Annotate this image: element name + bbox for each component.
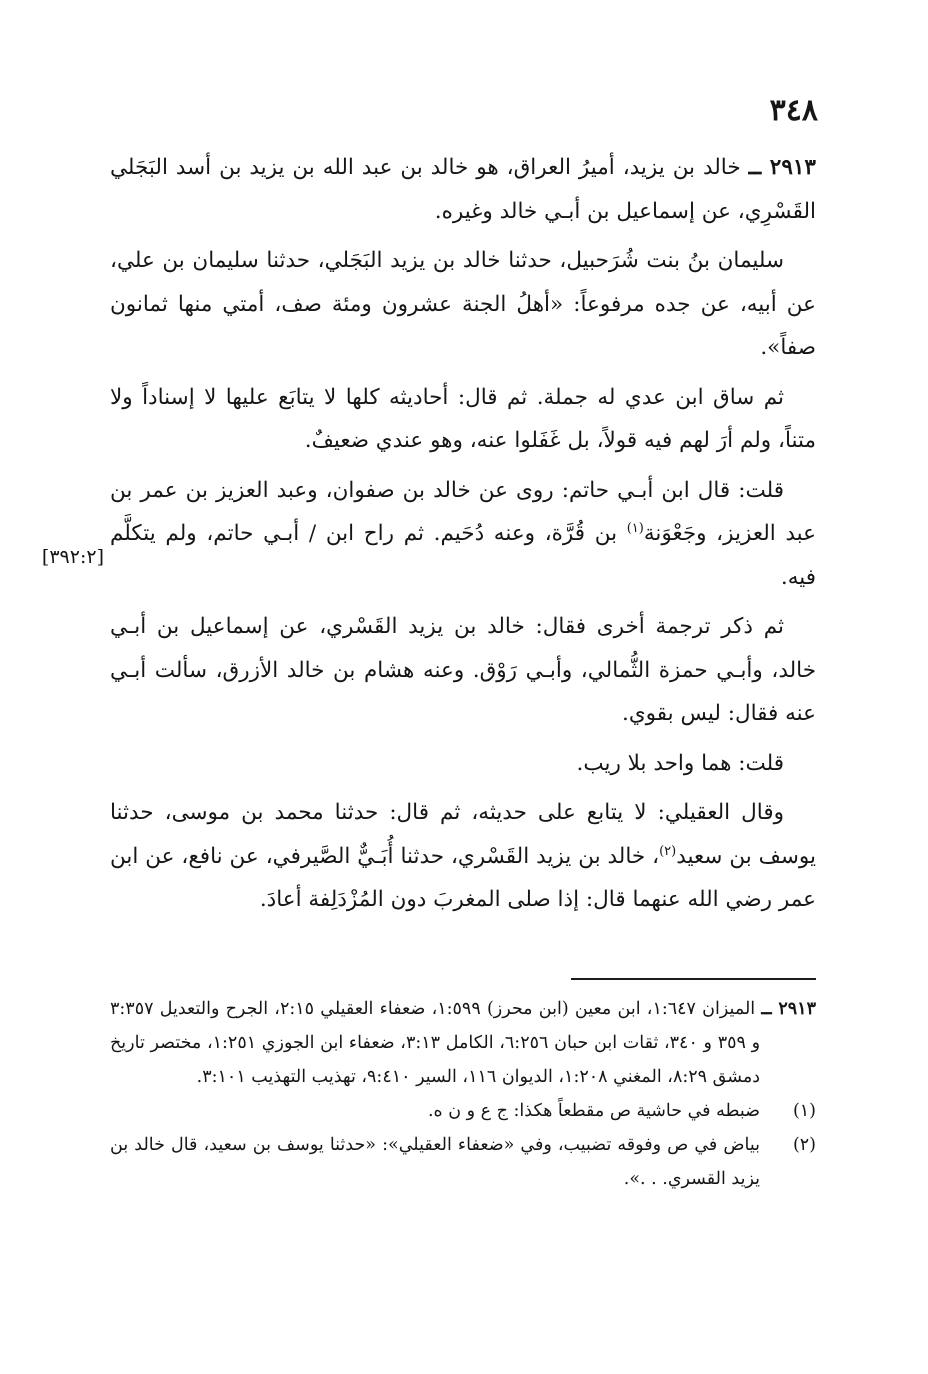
footnote-sources — [110, 992, 816, 1094]
footnote-1-marker: (١) — [792, 1101, 816, 1121]
paragraph-text: وقال العقيلي: لا يتابع على حديثه، ثم قال: حدثنا محمد بن موسى، حدثنا يوسف بن سعيد — [110, 800, 817, 869]
footnote-ref-2[interactable]: (٢) — [659, 843, 677, 859]
footnote-2-marker: (٢) — [792, 1135, 816, 1155]
entry-paragraph — [110, 146, 816, 233]
paragraph-narration: سليمان بنُ بنت شُرَحبيل، حدثنا خالد بن يزيد البَجَلي، حدثنا سليمان بن علي، عن أبيه، عن جده مرفوعاً: «أهلُ الجنة عشرون ومئة صف، أمتي منها ثمانون صفاً». — [110, 248, 816, 360]
margin-reference: [٣٩٢:٢] — [41, 546, 104, 568]
page-number: ٣٤٨ — [769, 93, 818, 128]
footnote-2-text: بياض في ص وفوقه تضبيب، وفي «ضعفاء العقيلي»: «حدثنا يوسف بن سعيد، قال خالد بن يزيد القسري. . .». — [110, 1135, 760, 1189]
paragraph-ibn-adi: ثم ساق ابن عدي له جملة. ثم قال: أحاديثه كلها لا يتابَع عليها لا إسناداً ولا متناً، ولم أرَ لهم فيه قولاً، بل غَفَلوا عنه، وهو عندي ضعيفٌ. — [110, 384, 816, 453]
footnote-ref-1[interactable]: (١) — [626, 520, 644, 536]
footnote-sources-text: الميزان ١:٦٤٧، ابن معين (ابن محرز) ١:٥٩٩، ضعفاء العقيلي ٢:١٥، الجرح والتعديل ٣:٣٥٧ و ٣٥٩ و ٣٤٠، ثقات ابن حبان ٦:٢٥٦، الكامل ٣:١٣، ضعفاء ابن الجوزي ١:٢٥١، مختصر تاريخ دمشق ٨:٢٩، المغني ١:٢٠٨، الديوان ١١٦، السير ٩:٤١٠، تهذيب التهذيب ٣:١٠١. — [110, 999, 762, 1087]
entry-text: خالد بن يزيد، أميرُ العراق، هو خالد بن عبد الله بن يزيد بن أسد البَجَلي القَسْرِي، عن إسماعيل بن أبـي خالد وغيره. — [110, 155, 816, 224]
paragraph-text: قلت: قال ابن أبـي حاتم: روى عن خالد بن صفوان، وعبد العزيز بن عمر بن عبد العزيز، وجَعْوَنة — [110, 477, 816, 546]
entry-number: ٢٩١٣ ــ — [748, 155, 816, 180]
paragraph-ibn-abi-hatim — [110, 469, 816, 600]
footnote-entry-number: ٢٩١٣ ــ — [761, 999, 816, 1019]
footnote-2 — [110, 1128, 816, 1196]
footnote-1-text: ضبطه في حاشية ص مقطعاً هكذا: ج ع و ن ه. — [427, 1101, 760, 1121]
footnote-1 — [110, 1094, 816, 1128]
paragraph-text: بن قُرَّة، وعنه دُحَيم. ثم راح ابن / أبـي حاتم، ولم يتكلَّم فيه. — [110, 521, 816, 590]
paragraph-uqayli — [110, 791, 816, 922]
footnotes — [110, 992, 816, 1196]
paragraph-conclusion: قلت: هما واحد بلا ريب. — [576, 750, 784, 776]
paragraph-text: ، خالد بن يزيد القَسْري، حدثنا أُبَـيٌّ الصَّيرفي، عن نافع، عن ابن عمر رضي الله عنهما قال: إذا صلى المغربَ دون المُزْدَلِفة أعادَ. — [110, 843, 816, 912]
footnote-divider — [571, 978, 816, 980]
paragraph-second-entry: ثم ذكر ترجمة أخرى فقال: خالد بن يزيد القَسْري، عن إسماعيل بن أبـي خالد، وأبـي حمزة الثُّمالي، وأبـي رَوْق. وعنه هشام بن خالد الأزرق، سألت أبـي عنه فقال: ليس بقوي. — [110, 614, 816, 726]
main-text — [110, 146, 816, 928]
